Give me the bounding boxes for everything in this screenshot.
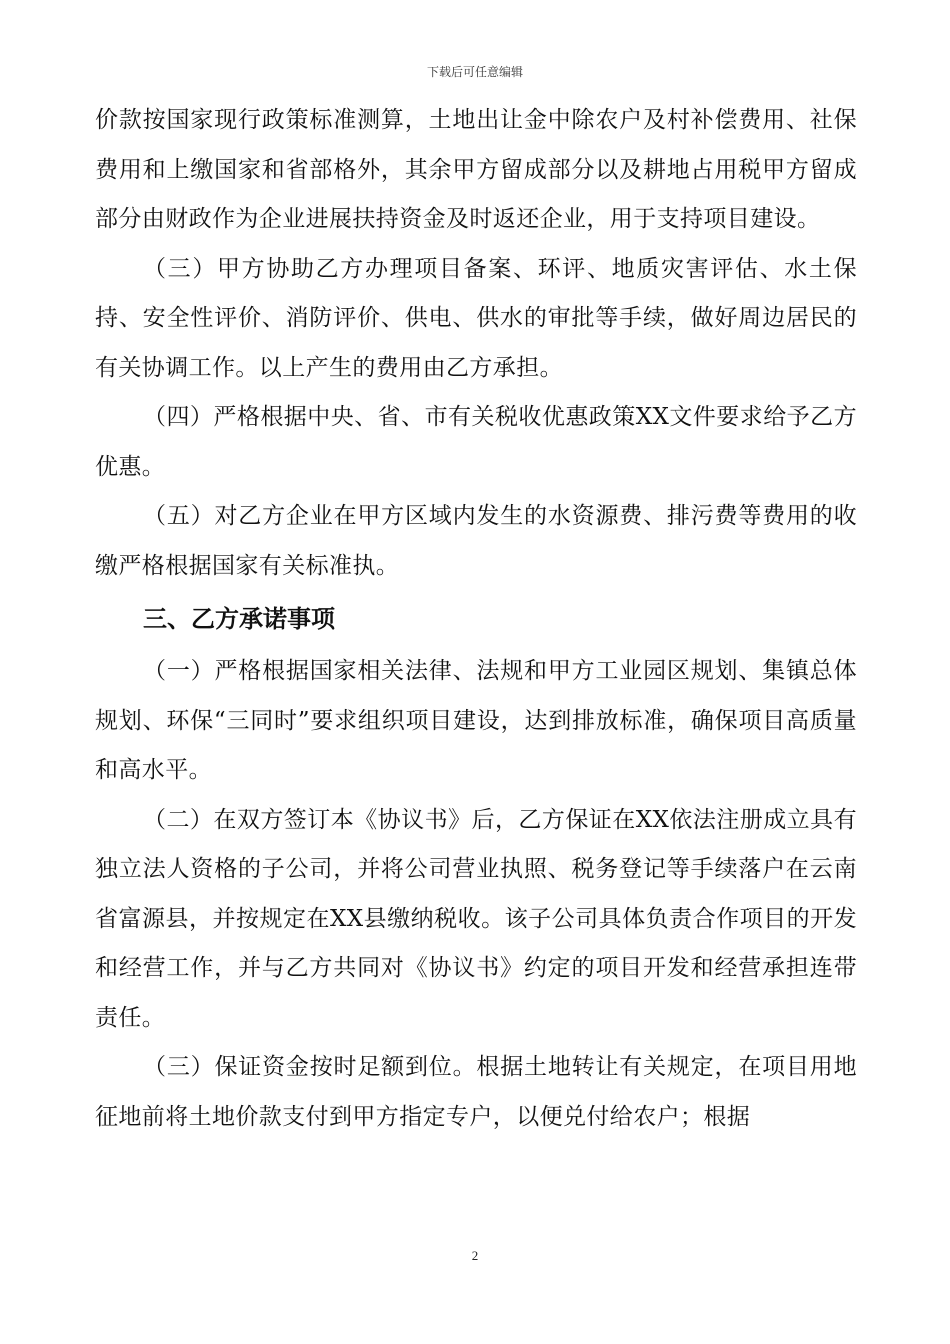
paragraph-continuation: 价款按国家现行政策标准测算，土地出让金中除农户及村补偿费用、社保费用和上缴国家和省部格外，其余甲方留成部分以及耕地占用税甲方留成部分由财政作为企业进展扶持资金及时返还企业，用于支持项目建设。 [95,107,857,232]
commitment-item-2: （二）在双方签订本《协议书》后，乙方保证在XX依法注册成立具有独立法人资格的子公司，并将公司营业执照、税务登记等手续落户在云南省富源县，并按规定在XX县缴纳税收。该子公司具体负责合作项目的开发和经营工作，并与乙方共同对《协议书》约定的项目开发和经营承担连带责任。 [95,806,857,1031]
section-heading: 三、乙方承诺事项 [143,605,335,633]
paragraph-item-5: （五）对乙方企业在甲方区域内发生的水资源费、排污费等费用的收缴严格根据国家有关标准执。 [95,503,857,579]
commitment-item-1: （一）严格根据国家相关法律、法规和甲方工业园区规划、集镇总体规划、环保“三同时”要求组织项目建设，达到排放标准，确保项目高质量和高水平。 [95,658,857,783]
page-header: 下载后可任意编辑 [426,65,523,79]
paragraph-item-4: （四）严格根据中央、省、市有关税收优惠政策XX文件要求给予乙方优惠。 [95,404,857,480]
page-number: 2 [471,1248,479,1263]
paragraph-item-3: （三）甲方协助乙方办理项目备案、环评、地质灾害评估、水土保持、安全性评价、消防评价、供电、供水的审批等手续，做好周边居民的有关协调工作。以上产生的费用由乙方承担。 [95,255,857,381]
commitment-item-3: （三）保证资金按时足额到位。根据土地转让有关规定，在项目用地征地前将土地价款支付到甲方指定专户，以便兑付给农户；根据 [95,1054,857,1130]
document-body [95,96,857,1142]
